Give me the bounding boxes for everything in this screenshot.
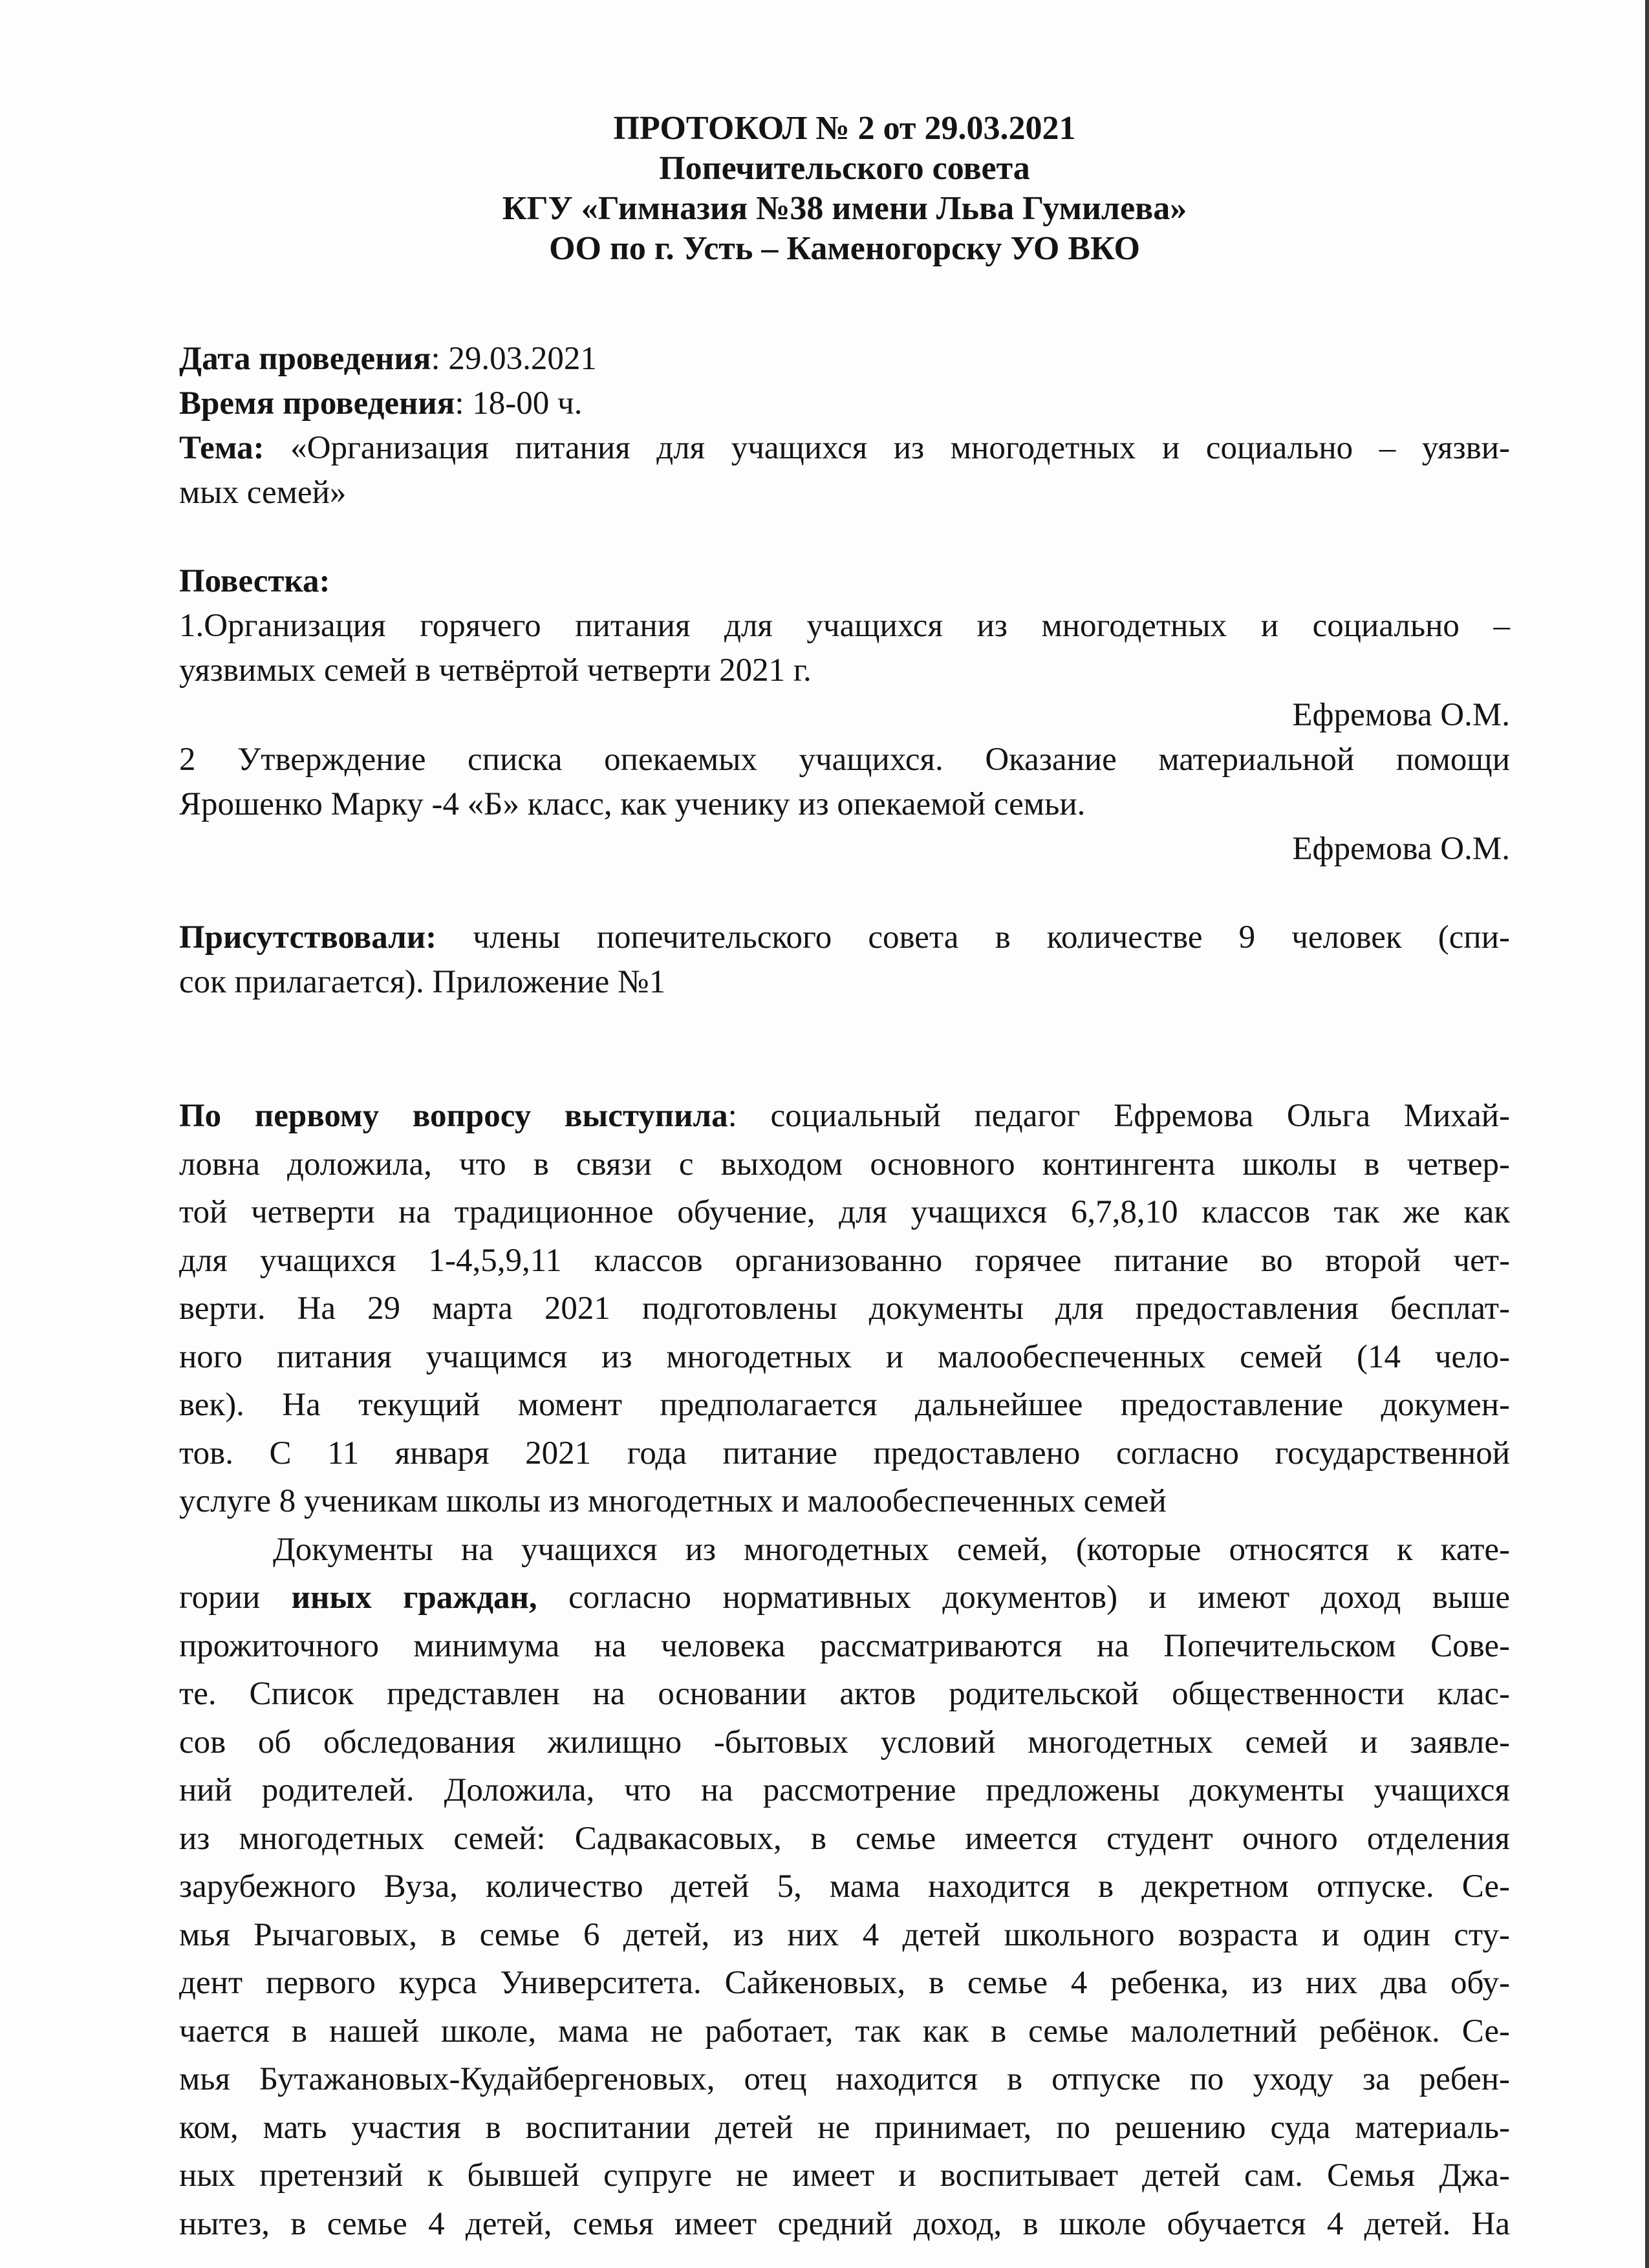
topic-label: Тема: xyxy=(179,430,264,466)
date-value: : 29.03.2021 xyxy=(431,341,597,377)
documents-line: дент первого курса Университета. Сайкеновых, в семье 4 ребенка, из них два обу- xyxy=(179,1965,1510,2001)
document-content xyxy=(179,109,1510,2248)
first-question-label: По первому вопросу выступила xyxy=(179,1098,728,1134)
date-label: Дата проведения xyxy=(179,341,431,377)
documents-line: из многодетных семей: Садвакасовых, в семье имеется студент очного отделения xyxy=(179,1820,1510,1857)
topic-text-line1: «Организация питания для учащихся из многодетных и социально – уязви- xyxy=(264,430,1510,466)
documents-line: мья Рычаговых, в семье 6 детей, из них 4 детей школьного возраста и один сту- xyxy=(179,1916,1510,1953)
first-question-line: для учащихся 1-4,5,9,11 классов организованно горячее питание во второй чет- xyxy=(179,1242,1510,1279)
attendance-line1: Присутствовали: члены попечительского совета в количестве 9 человек (спи- xyxy=(179,919,1510,956)
agenda-item1-line1: 1.Организация горячего питания для учащихся из многодетных и социально – xyxy=(179,608,1510,644)
first-question-line: услуге 8 ученикам школы из многодетных и малообеспеченных семей xyxy=(179,1483,1167,1519)
scan-edge xyxy=(1645,0,1649,2268)
time-label: Время проведения xyxy=(179,385,455,422)
documents-line: ных претензий к бывшей супруге не имеет и воспитывает детей сам. Семья Джа- xyxy=(179,2157,1510,2194)
documents-line: сов об обследования жилищно -бытовых условий многодетных семей и заявле- xyxy=(179,1724,1510,1760)
meeting-time xyxy=(179,381,1510,426)
first-question-line: век). На текущий момент предполагается дальнейшее предоставление докумен- xyxy=(179,1387,1510,1423)
documents-line: прожиточного минимума на человека рассматриваются на Попечительском Сове- xyxy=(179,1627,1510,1664)
documents-line: ком, мать участия в воспитании детей не принимает, по решению суда материаль- xyxy=(179,2109,1510,2146)
documents-line: нытез, в семье 4 детей, семья имеет средний доход, в школе обучается 4 детей. На xyxy=(179,2205,1510,2242)
documents-line: Документы на учащихся из многодетных семей, (которые относятся к кате- xyxy=(273,1531,1510,1568)
first-question-line: ловна доложила, что в связи с выходом основного контингента школы в четвер- xyxy=(179,1146,1510,1182)
attendance-label: Присутствовали: xyxy=(179,919,437,956)
first-question-line: верти. На 29 марта 2021 подготовлены документы для предоставления бесплат- xyxy=(179,1290,1510,1327)
meeting-topic xyxy=(179,426,1510,471)
agenda-label: Повестка: xyxy=(179,563,330,599)
agenda-item2-line1: 2 Утверждение списка опекаемых учащихся. Оказание материальной помощи xyxy=(179,742,1510,778)
protocol-title: ПРОТОКОЛ № 2 от 29.03.2021 xyxy=(613,110,1076,147)
other-citizens-term: иных граждан, xyxy=(291,1579,537,1616)
agenda-item2-speaker: Ефремова О.М. xyxy=(1292,831,1510,867)
documents-line: ний родителей. Доложила, что на рассмотрение предложены документы учащихся xyxy=(179,1772,1510,1808)
documents-line: чается в нашей школе, мама не работает, так как в семье малолетний ребёнок. Се- xyxy=(179,2013,1510,2049)
first-question-line: той четверти на традиционное обучение, для учащихся 6,7,8,10 классов так же как xyxy=(179,1194,1510,1230)
first-question-line: По первому вопросу выступила: социальный педагог Ефремова Ольга Михай- xyxy=(179,1098,1510,1134)
first-question-line: ного питания учащимся из многодетных и малообеспеченных семей (14 чело- xyxy=(179,1338,1510,1375)
first-question-section xyxy=(179,1092,1510,2248)
department-name: ОО по г. Усть – Каменогорску УО ВКО xyxy=(549,230,1140,267)
agenda-item1-line2: уязвимых семей в четвёртой четверти 2021 г. xyxy=(179,652,812,689)
documents-line: те. Список представлен на основании актов родительской общественности клас- xyxy=(179,1676,1510,1712)
meeting-date xyxy=(179,337,1510,381)
school-name: КГУ «Гимназия №38 имени Льва Гумилева» xyxy=(502,190,1187,227)
time-value: : 18-00 ч. xyxy=(455,385,583,422)
protocol-header xyxy=(179,109,1510,269)
documents-line: гории иных граждан, согласно нормативных документов) и имеют доход выше xyxy=(179,1579,1511,1616)
agenda-item1-speaker: Ефремова О.М. xyxy=(1292,697,1510,733)
topic-text-line2: мых семей» xyxy=(179,475,347,511)
council-name: Попечительского совета xyxy=(659,150,1030,187)
documents-line: зарубежного Вуза, количество детей 5, мама находится в декретном отпуске. Се- xyxy=(179,1868,1510,1905)
documents-line: мья Бутажановых-Кудайбергеновых, отец находится в отпуске по уходу за ребен- xyxy=(179,2061,1510,2097)
agenda-item2-line2: Ярошенко Марку -4 «Б» класс, как ученику из опекаемой семьи. xyxy=(179,786,1086,822)
first-question-line: тов. С 11 января 2021 года питание предоставлено согласно государственной xyxy=(179,1435,1510,1471)
attendance-line2: сок прилагается). Приложение №1 xyxy=(179,964,666,1000)
